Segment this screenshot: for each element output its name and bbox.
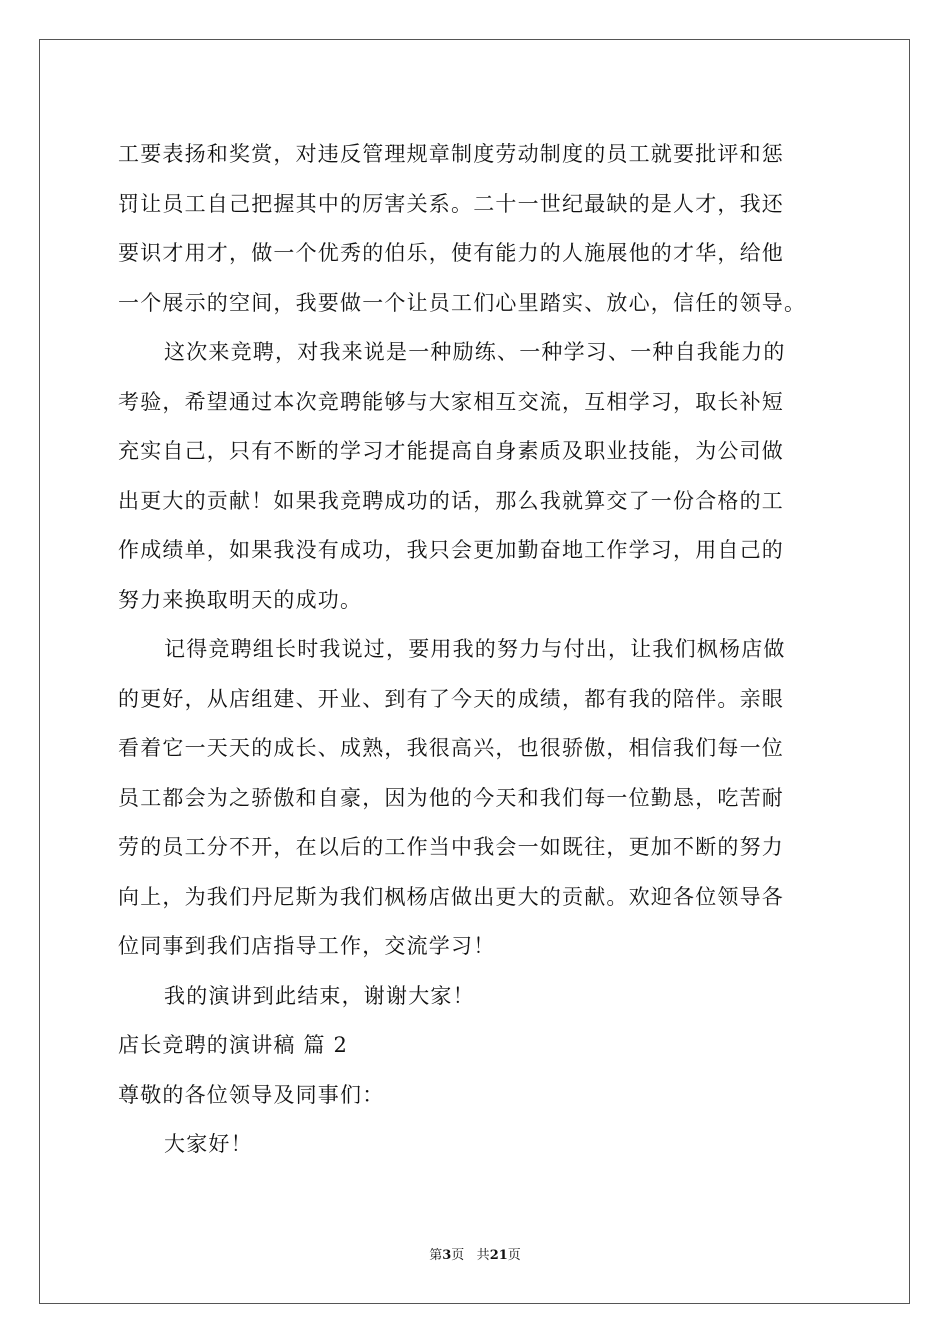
text-line: 劳的员工分不开，在以后的工作当中我会一如既往，更加不断的努力 bbox=[118, 835, 784, 859]
paragraph-4 bbox=[118, 972, 838, 1022]
greeting: 大家好！ bbox=[164, 1132, 253, 1156]
text-line: 这次来竞聘，对我来说是一种励练、一种学习、一种自我能力的 bbox=[164, 340, 786, 364]
paragraph-3 bbox=[118, 625, 838, 972]
footer-total-suffix: 页 bbox=[507, 1248, 521, 1263]
text-line: 员工都会为之骄傲和自豪，因为他的今天和我们每一位勤恳，吃苦耐 bbox=[118, 785, 784, 810]
document-body bbox=[118, 130, 838, 1170]
text-line: 记得竞聘组长时我说过，要用我的努力与付出，让我们枫杨店做 bbox=[164, 637, 786, 661]
text-line: 罚让员工自己把握其中的厉害关系。二十一世纪最缺的是人才，我还 bbox=[118, 191, 784, 216]
text-line: 出更大的贡献！如果我竞聘成功的话，那么我就算交了一份合格的工 bbox=[118, 488, 784, 513]
page-footer bbox=[0, 1246, 950, 1266]
salutation: 尊敬的各位领导及同事们： bbox=[118, 1082, 385, 1107]
section-title: 店长竞聘的演讲稿 篇 2 bbox=[118, 1033, 349, 1057]
text-line: 工要表扬和奖赏，对违反管理规章制度劳动制度的员工就要批评和惩 bbox=[118, 142, 784, 166]
text-line: 考验，希望通过本次竞聘能够与大家相互交流，互相学习，取长补短 bbox=[118, 389, 784, 414]
paragraph-1 bbox=[118, 130, 838, 328]
text-line: 努力来换取明天的成功。 bbox=[118, 587, 363, 612]
footer-prefix: 第 bbox=[429, 1248, 443, 1263]
footer-page-word: 页 bbox=[451, 1248, 465, 1263]
text-line: 作成绩单，如果我没有成功，我只会更加勤奋地工作学习，用自己的 bbox=[118, 538, 784, 562]
text-line: 充实自己，只有不断的学习才能提高自身素质及职业技能，为公司做 bbox=[118, 439, 784, 463]
text-line: 的更好，从店组建、开业、到有了今天的成绩，都有我的陪伴。亲眼 bbox=[118, 686, 784, 711]
text-line: 向上，为我们丹尼斯为我们枫杨店做出更大的贡献。欢迎各位领导各 bbox=[118, 884, 784, 909]
current-page-number: 3 bbox=[442, 1248, 452, 1263]
text-line: 看着它一天天的成长、成熟，我很高兴，也很骄傲，相信我们每一位 bbox=[118, 736, 784, 760]
paragraph-2 bbox=[118, 328, 838, 625]
text-line: 我的演讲到此结束，谢谢大家！ bbox=[164, 983, 475, 1008]
text-line: 一个展示的空间，我要做一个让员工们心里踏实、放心，信任的领导。 bbox=[118, 290, 807, 315]
total-pages-number: 21 bbox=[489, 1248, 508, 1263]
text-line: 要识才用才，做一个优秀的伯乐，使有能力的人施展他的才华，给他 bbox=[118, 241, 784, 265]
text-line: 位同事到我们店指导工作，交流学习！ bbox=[118, 934, 496, 958]
footer-total-prefix: 共 bbox=[476, 1248, 490, 1263]
